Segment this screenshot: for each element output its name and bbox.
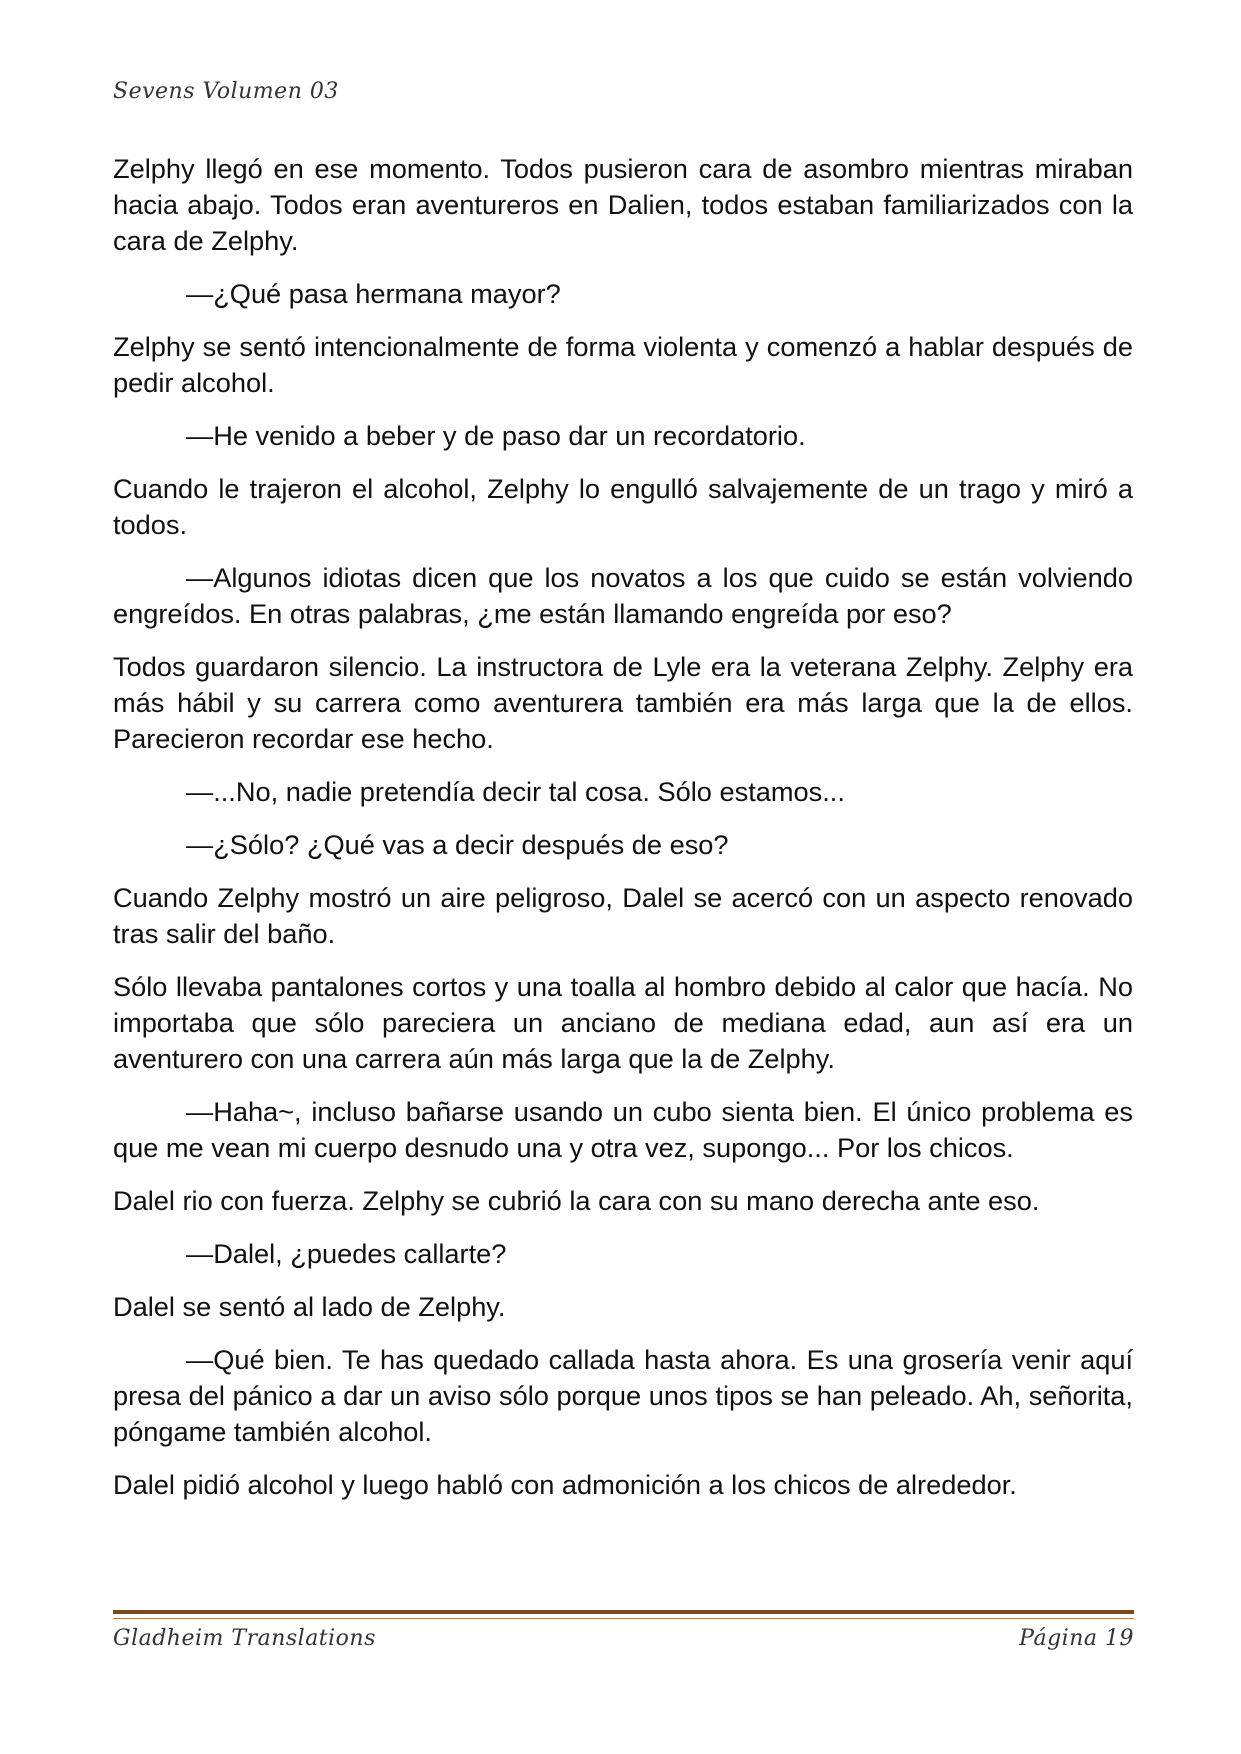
dialogue-line: —Haha~, incluso bañarse usando un cubo sienta bien. El único problema es que me vean mi cuerpo desnudo una y otra vez, supongo... Por los chicos. <box>113 1096 1133 1163</box>
footer-divider <box>113 1610 1134 1614</box>
paragraph: Dalel se sentó al lado de Zelphy. <box>113 1291 506 1322</box>
paragraph: Zelphy se sentó intencionalmente de forma violenta y comenzó a hablar después de pedir alcohol. <box>113 331 1133 398</box>
dialogue-line: —Algunos idiotas dicen que los novatos a los que cuido se están volviendo engreídos. En otras palabras, ¿me están llamando engreída por eso? <box>113 562 1133 629</box>
paragraph: Dalel rio con fuerza. Zelphy se cubrió la cara con su mano derecha ante eso. <box>113 1185 1040 1216</box>
page-number: Página 19 <box>1019 1626 1134 1651</box>
dialogue-line: —¿Sólo? ¿Qué vas a decir después de eso? <box>186 829 729 860</box>
dialogue-line: —...No, nadie pretendía decir tal cosa. Sólo estamos... <box>186 776 845 807</box>
dialogue-line: —Dalel, ¿puedes callarte? <box>186 1238 507 1269</box>
paragraph: Sólo llevaba pantalones cortos y una toalla al hombro debido al calor que hacía. No importaba que sólo pareciera un anciano de mediana edad, aun así era un aventurero con una carrera aún más larga que la de Zelphy. <box>113 971 1133 1074</box>
paragraph: Zelphy llegó en ese momento. Todos pusieron cara de asombro mientras miraban hacia abajo. Todos eran aventureros en Dalien, todos estaban familiarizados con la cara de Zelphy. <box>113 153 1133 256</box>
paragraph: Todos guardaron silencio. La instructora de Lyle era la veterana Zelphy. Zelphy era más hábil y su carrera como aventurera también era más larga que la de ellos. Parecieron recordar ese hecho. <box>113 651 1133 754</box>
dialogue-line: —He venido a beber y de paso dar un recordatorio. <box>186 420 806 451</box>
dialogue-line: —Qué bien. Te has quedado callada hasta ahora. Es una grosería venir aquí presa del pánico a dar un aviso sólo porque unos tipos se han peleado. Ah, señorita, póngame también alcohol. <box>113 1344 1133 1447</box>
running-header: Sevens Volumen 03 <box>113 79 339 104</box>
paragraph: Dalel pidió alcohol y luego habló con admonición a los chicos de alrededor. <box>113 1469 1017 1500</box>
dialogue-line: —¿Qué pasa hermana mayor? <box>186 278 561 309</box>
paragraph: Cuando Zelphy mostró un aire peligroso, Dalel se acercó con un aspecto renovado tras salir del baño. <box>113 882 1133 949</box>
paragraph: Cuando le trajeron el alcohol, Zelphy lo engulló salvajemente de un trago y miró a todos. <box>113 473 1133 540</box>
body-text <box>113 151 1133 1520</box>
footer-publisher: Gladheim Translations <box>113 1626 376 1651</box>
